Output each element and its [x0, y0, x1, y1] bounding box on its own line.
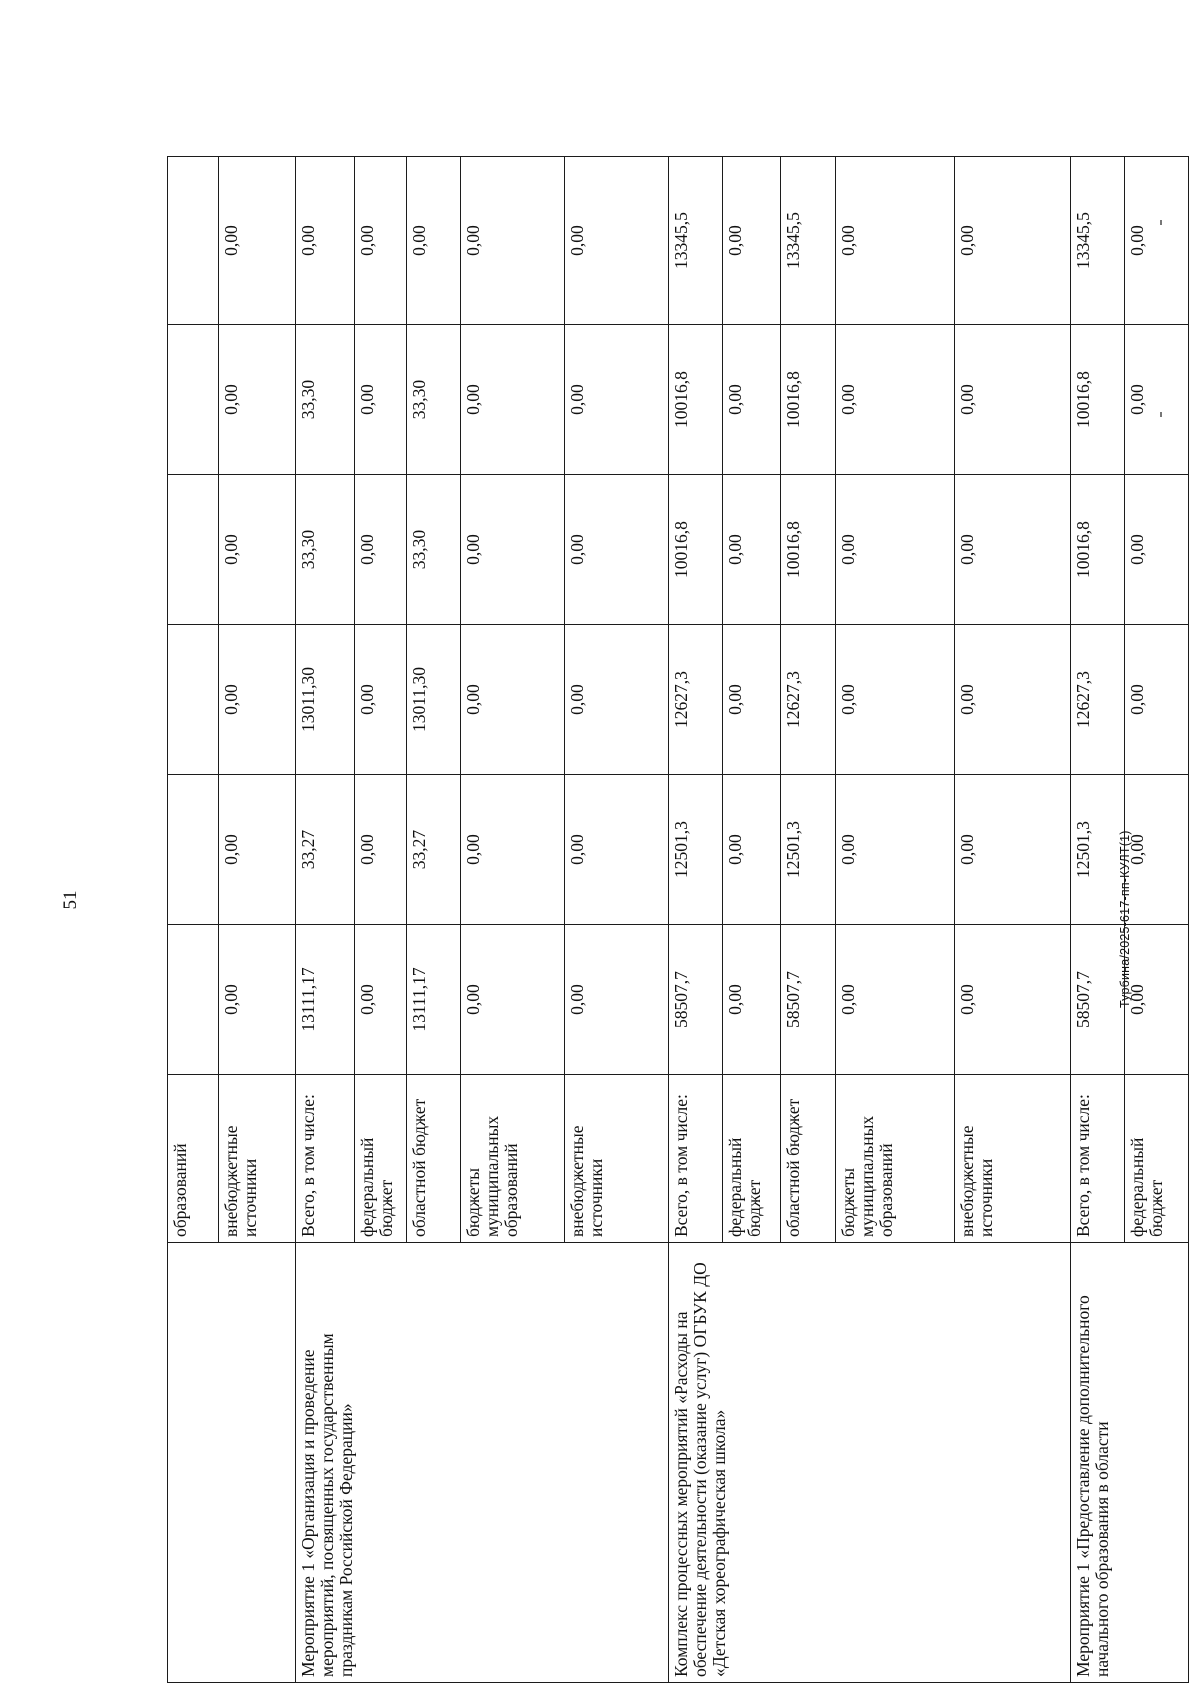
value-cell: 0,00	[354, 475, 407, 625]
value-cell: 33,30	[296, 475, 354, 625]
scan-artifact	[1160, 220, 1162, 225]
funding-source: Всего, в том числе:	[298, 1094, 319, 1237]
funding-source: федеральный бюджет	[1126, 1137, 1166, 1237]
funding-source: федеральный бюджет	[356, 1137, 396, 1237]
value-cell: 0,00	[1124, 157, 1188, 325]
funding-source-cell	[1070, 1075, 1124, 1243]
value-cell: 0,00	[1124, 325, 1188, 475]
value-cell: 12627,3	[1070, 625, 1124, 775]
value-cell: 12501,3	[669, 775, 723, 925]
value-cell: 0,00	[955, 157, 1071, 325]
funding-source: областной бюджет	[409, 1098, 430, 1237]
value-cell: 58507,7	[781, 925, 836, 1075]
value-cell: 0,00	[354, 625, 407, 775]
value-cell: 0,00	[296, 157, 354, 325]
funding-source-cell	[168, 1075, 219, 1243]
value-cell: 0,00	[219, 475, 296, 625]
value-cell: 33,30	[296, 325, 354, 475]
value-cell: 0,00	[722, 157, 780, 325]
value-cell: 33,30	[407, 475, 461, 625]
funding-source: областной бюджет	[783, 1098, 804, 1237]
page-number: 51	[60, 890, 81, 910]
funding-source-cell	[219, 1075, 296, 1243]
value-cell: 33,27	[407, 775, 461, 925]
value-cell: 0,00	[1124, 625, 1188, 775]
value-cell: 10016,8	[669, 475, 723, 625]
value-cell	[168, 775, 219, 925]
value-cell: 0,00	[836, 775, 955, 925]
funding-source: Всего, в том числе:	[1072, 1094, 1093, 1237]
value-cell: 13345,5	[669, 157, 723, 325]
funding-source-cell	[565, 1075, 669, 1243]
value-cell: 0,00	[955, 775, 1071, 925]
value-cell: 0,00	[836, 157, 955, 325]
value-cell: 0,00	[722, 625, 780, 775]
activity-name: Мероприятие 1 «Предоставление дополнительного начального образования в области	[1072, 1295, 1112, 1677]
value-cell: 10016,8	[781, 325, 836, 475]
value-cell	[168, 475, 219, 625]
funding-source: внебюджетные источники	[567, 1125, 607, 1237]
value-cell: 13345,5	[1070, 157, 1124, 325]
value-cell: 0,00	[1124, 475, 1188, 625]
value-cell: 12627,3	[781, 625, 836, 775]
value-cell: 0,00	[955, 475, 1071, 625]
value-cell	[168, 925, 219, 1075]
value-cell: 0,00	[461, 157, 565, 325]
value-cell	[168, 325, 219, 475]
value-cell: 0,00	[565, 475, 669, 625]
table-row	[1070, 157, 1124, 1683]
value-cell: 10016,8	[781, 475, 836, 625]
funding-source-cell	[781, 1075, 836, 1243]
value-cell: 0,00	[1124, 775, 1188, 925]
value-cell: 0,00	[219, 157, 296, 325]
value-cell: 0,00	[461, 625, 565, 775]
activity-name-cell	[669, 1243, 1071, 1683]
funding-source-cell	[1124, 1075, 1188, 1243]
value-cell: 0,00	[565, 775, 669, 925]
value-cell: 13011,30	[296, 625, 354, 775]
value-cell: 0,00	[407, 157, 461, 325]
value-cell: 58507,7	[1070, 925, 1124, 1075]
value-cell: 0,00	[565, 925, 669, 1075]
funding-source: внебюджетные источники	[957, 1125, 997, 1237]
value-cell: 0,00	[955, 325, 1071, 475]
value-cell: 0,00	[722, 775, 780, 925]
funding-source: внебюджетные источники	[221, 1125, 261, 1237]
value-cell: 33,30	[407, 325, 461, 475]
funding-source: федеральный бюджет	[724, 1137, 764, 1237]
value-cell: 0,00	[722, 475, 780, 625]
value-cell: 58507,7	[669, 925, 723, 1075]
value-cell: 0,00	[219, 325, 296, 475]
value-cell: 0,00	[219, 775, 296, 925]
value-cell: 10016,8	[1070, 475, 1124, 625]
funding-source-cell	[461, 1075, 565, 1243]
value-cell: 13111,17	[296, 925, 354, 1075]
activity-name-cell	[1070, 1243, 1188, 1683]
funding-source-cell	[669, 1075, 723, 1243]
document-footer-stamp: Турбина/2025-617-пп-КУЛТ(1)	[1118, 830, 1132, 1008]
value-cell: 10016,8	[669, 325, 723, 475]
funding-source-cell	[955, 1075, 1071, 1243]
value-cell: 0,00	[565, 625, 669, 775]
value-cell: 0,00	[722, 325, 780, 475]
value-cell: 0,00	[461, 925, 565, 1075]
value-cell	[168, 157, 219, 325]
value-cell: 13111,17	[407, 925, 461, 1075]
value-cell: 0,00	[836, 475, 955, 625]
funding-source-cell	[836, 1075, 955, 1243]
value-cell: 0,00	[354, 925, 407, 1075]
activity-name: Мероприятие 1 «Организация и проведение мероприятий, посвященных государственным праздникам Российской Федерации»	[298, 1333, 357, 1677]
value-cell: 0,00	[461, 325, 565, 475]
financing-table	[167, 156, 1189, 1683]
value-cell: 13011,30	[407, 625, 461, 775]
value-cell: 0,00	[461, 475, 565, 625]
value-cell: 0,00	[354, 775, 407, 925]
funding-source: образований	[170, 1143, 190, 1237]
value-cell: 0,00	[219, 625, 296, 775]
activity-name-cell	[168, 1243, 296, 1683]
funding-source-cell	[296, 1075, 354, 1243]
activity-name-cell	[296, 1243, 669, 1683]
table-row	[296, 157, 354, 1683]
table-row	[168, 157, 219, 1683]
value-cell: 13345,5	[781, 157, 836, 325]
funding-source: бюджеты муниципальных образований	[838, 1115, 896, 1237]
funding-source-cell	[354, 1075, 407, 1243]
funding-source: Всего, в том числе:	[671, 1094, 692, 1237]
value-cell: 0,00	[1124, 925, 1188, 1075]
funding-source-cell	[722, 1075, 780, 1243]
value-cell: 0,00	[461, 775, 565, 925]
scan-artifact	[1160, 412, 1162, 417]
activity-name: Комплекс процессных мероприятий «Расходы на обеспечение деятельности (оказание услуг) ОГБУК ДО «Детская хореографическая школа»	[671, 1262, 729, 1677]
value-cell: 0,00	[565, 157, 669, 325]
value-cell: 12627,3	[669, 625, 723, 775]
value-cell: 0,00	[354, 325, 407, 475]
value-cell: 0,00	[219, 925, 296, 1075]
value-cell: 12501,3	[781, 775, 836, 925]
value-cell: 0,00	[836, 625, 955, 775]
funding-source: бюджеты муниципальных образований	[463, 1115, 521, 1237]
value-cell: 0,00	[836, 925, 955, 1075]
value-cell: 0,00	[354, 157, 407, 325]
funding-source-cell	[407, 1075, 461, 1243]
value-cell: 10016,8	[1070, 325, 1124, 475]
value-cell: 12501,3	[1070, 775, 1124, 925]
value-cell	[168, 625, 219, 775]
value-cell: 0,00	[955, 625, 1071, 775]
value-cell: 0,00	[722, 925, 780, 1075]
value-cell: 0,00	[955, 925, 1071, 1075]
financing-table-rotated	[167, 157, 1189, 1683]
value-cell: 0,00	[836, 325, 955, 475]
value-cell: 0,00	[565, 325, 669, 475]
value-cell: 33,27	[296, 775, 354, 925]
table-row	[669, 157, 723, 1683]
